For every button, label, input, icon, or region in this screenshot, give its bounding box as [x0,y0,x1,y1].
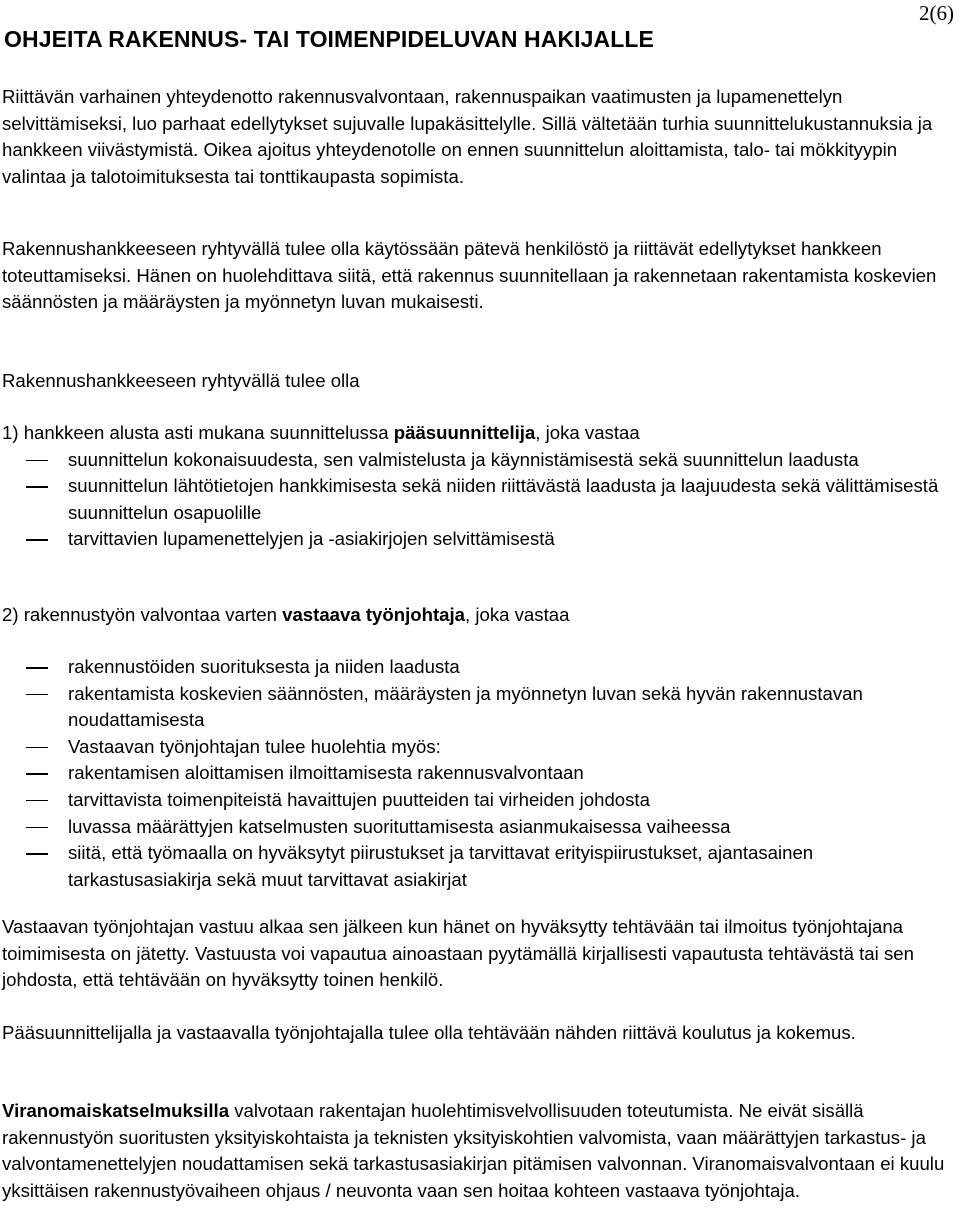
page-number: 2(6) [919,1,954,25]
item2-suffix: , joka vastaa [465,604,570,625]
list-item-text: rakentamisen aloittamisen ilmoittamisesta rakennusvalvontaan [68,762,584,784]
dash-bullet-icon [26,827,48,829]
list-item [2,473,952,526]
chief-designer-section [2,420,952,553]
chief-designer-term: pääsuunnittelija [393,422,536,443]
inspections-term: Viranomaiskatselmuksilla [2,1100,230,1121]
list-item [2,814,952,841]
dash-bullet-icon [26,853,48,855]
list-item-text: luvassa määrättyjen katselmusten suorituttamisesta asianmukaisessa vaiheessa [68,815,731,837]
list-item [2,526,952,553]
list-item [2,787,952,814]
list-item [2,734,952,761]
dash-bullet-icon [26,800,48,802]
list-item-text: tarvittavista toimenpiteistä havaittujen puutteiden tai virheiden johdosta [68,788,650,810]
list-item [2,447,952,474]
inspections-text: valvotaan rakentajan huolehtimisvelvollisuuden toteutumista. Ne eivät sisällä rakennustyön suoritusten yksityiskohtaista ja teknisten yksityiskohtien valvomista, vaan määrättyjen tarkastus- ja valvontamenettelyjen noudattamisen sekä tarkastusasiakirjan pitämisen valvonnan. Viranomaisvalvontaan ei kuulu yksittäisen rakennustyövaiheen ohjaus / neuvonta vaan sen hoitaa kohteen vastaava työnjohtaja. [2,1100,945,1201]
item2-prefix: 2) rakennustyön valvontaa varten [2,604,283,625]
item1-suffix: , joka vastaa [535,422,640,443]
page-title: OHJEITA RAKENNUS- TAI TOIMENPIDELUVAN HAKIJALLE [4,26,655,52]
inspections-paragraph [2,1098,952,1204]
intro-paragraph: Riittävän varhainen yhteydenotto rakennusvalvontaan, rakennuspaikan vaatimusten ja lupamenettelyn selvittämiseksi, luo parhaat edellytykset sujuvalle lupakäsittelylle. Sillä vältetään turhia suunnittelukustannuksia ja hankkeen viivästymistä. Oikea ajoitus yhteydenotolle on ennen suunnittelun aloittamista, talo- tai mökkityypin valintaa ja talotoimituksesta tai tonttikaupasta sopimista. [2,86,933,187]
supervisor-list [2,654,952,893]
chief-designer-heading [2,420,952,447]
dash-bullet-icon [26,667,48,669]
list-item [2,681,952,734]
list-item-text: tarvittavien lupamenettelyjen ja -asiakirjojen selvittämisestä [68,528,555,550]
supervisor-term: vastaava työnjohtaja [282,604,466,625]
supervisor-heading [2,602,952,629]
list-item [2,654,952,681]
item1-prefix: 1) hankkeen alusta asti mukana suunnittelussa [2,422,394,443]
dash-bullet-icon [26,460,48,462]
list-item-text: suunnittelun lähtötietojen hankkimisesta sekä niiden riittävästä laadusta ja laajuudesta sekä välittämisestä suunnittelun osapuolille [68,475,939,523]
list-item-text: siitä, että työmaalla on hyväksytyt piirustukset ja tarvittavat erityispiirustukset, ajantasainen tarkastusasiakirja sekä muut tarvittavat asiakirjat [68,842,814,890]
dash-bullet-icon [26,694,48,696]
list-item-text: rakennustöiden suorituksesta ja niiden laadusta [68,656,460,677]
dash-bullet-icon [26,747,48,749]
list-item-text: suunnittelun kokonaisuudesta, sen valmistelusta ja käynnistämisestä sekä suunnittelun laadusta [68,448,859,470]
dash-bullet-icon [26,486,48,488]
requirements-intro: Rakennushankkeeseen ryhtyvällä tulee olla [2,370,360,391]
training-paragraph: Pääsuunnittelijalla ja vastaavalla työnjohtajalla tulee olla tehtävään nähden riittävä koulutus ja kokemus. [2,1022,856,1043]
list-item-text: rakentamista koskevien säännösten, määräysten ja myönnetyn luvan sekä hyvän rakennustavan noudattamisesta [68,682,863,731]
list-item [2,840,952,893]
dash-bullet-icon [26,773,48,775]
list-item [2,760,952,787]
list-item-text: Vastaavan työnjohtajan tulee huolehtia myös: [68,735,441,757]
responsibility-paragraph: Vastaavan työnjohtajan vastuu alkaa sen jälkeen kun hänet on hyväksytty tehtävään tai ilmoitus työnjohtajana toimimisesta on jätetty. Vastuusta voi vapautua ainoastaan pyytämällä kirjallisesti vapautusta tehtävästä tai sen johdosta, että tehtävään on hyväksytty toinen henkilö. [2,916,914,991]
staff-paragraph: Rakennushankkeeseen ryhtyvällä tulee olla käytössään pätevä henkilöstö ja riittävät edellytykset hankkeen toteuttamiseksi. Hänen on huolehdittava siitä, että rakennus suunnitellaan ja rakennetaan rakentamista koskevien säännösten ja määräysten ja myönnetyn luvan mukaisesti. [2,238,937,313]
chief-designer-list [2,447,952,553]
dash-bullet-icon [26,539,48,541]
